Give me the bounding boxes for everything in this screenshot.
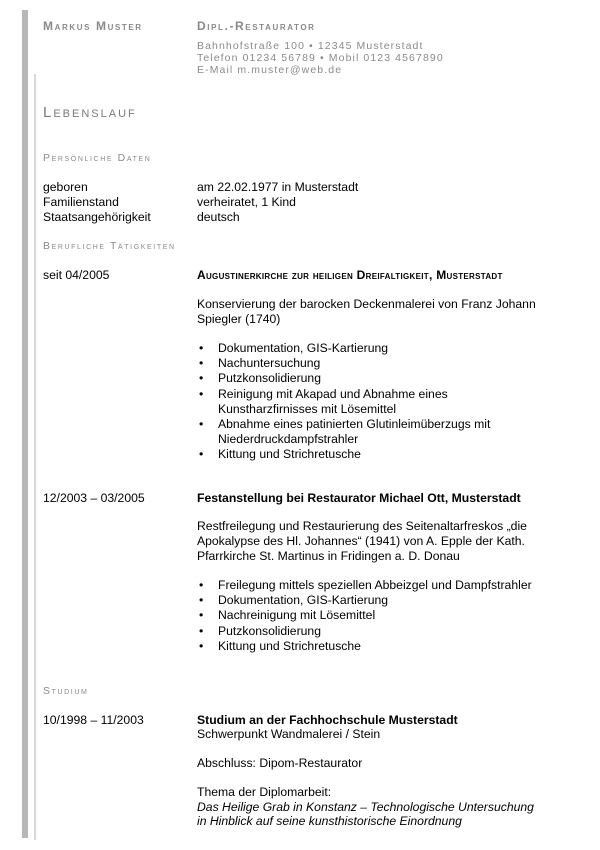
personal-label: Familienstand bbox=[43, 195, 119, 209]
personal-label: geboren bbox=[43, 180, 88, 194]
study-school: Studium an der Fachhochschule Musterstadt bbox=[197, 713, 458, 727]
work-employer: Augustinerkirche zur heiligen Dreifaltigkeit, Musterstadt bbox=[197, 268, 503, 282]
page-title: Lebenslauf bbox=[43, 104, 137, 121]
list-item: • Reinigung mit Akapad und Abnahme eines Kunstharzfirnisses mit Lösemittel bbox=[197, 387, 453, 417]
study-focus: Schwerpunkt Wandmalerei / Stein bbox=[197, 727, 381, 741]
list-item: • Putzkonsolidierung bbox=[197, 371, 567, 386]
work-task-list bbox=[197, 578, 567, 654]
section-title-study: Studium bbox=[43, 685, 89, 697]
phone-line: Telefon 01234 56789 • Mobil 0123 4567890 bbox=[197, 52, 444, 64]
list-item: • Nachreinigung mit Lösemittel bbox=[197, 608, 567, 623]
thesis-title-line: Das Heilige Grab in Konstanz – Technologische Untersuchung bbox=[197, 800, 534, 814]
author-name: Markus Muster bbox=[43, 19, 143, 33]
list-item: • Nachuntersuchung bbox=[197, 356, 567, 371]
email-line: E-Mail m.muster@web.de bbox=[197, 64, 343, 76]
list-item: • Kittung und Strichretusche bbox=[197, 447, 567, 462]
work-description-line: Konservierung der barocken Deckenmalerei von Franz Johann bbox=[197, 297, 536, 311]
work-description-line: Spiegler (1740) bbox=[197, 312, 281, 326]
list-item: • Putzkonsolidierung bbox=[197, 624, 567, 639]
list-item: • Freilegung mittels speziellen Abbeizgel und Dampfstrahler bbox=[197, 578, 567, 593]
thesis-title-line: in Hinblick auf seine kunsthistorische Einordnung bbox=[197, 814, 462, 828]
list-item: • Dokumentation, GIS-Kartierung bbox=[197, 593, 567, 608]
study-degree: Abschluss: Dipom-Restaurator bbox=[197, 756, 363, 770]
left-accent-bar bbox=[22, 10, 28, 838]
thesis-label: Thema der Diplomarbeit: bbox=[197, 785, 332, 799]
work-task-list bbox=[197, 341, 567, 463]
address-line: Bahnhofstraße 100 • 12345 Musterstadt bbox=[197, 40, 424, 52]
list-item: • Abnahme eines patinierten Glutinleimüberzugs mit Niederdruckdampfstrahler bbox=[197, 417, 513, 447]
work-description-line: Restfreilegung und Restaurierung des Seitenaltarfreskos „die bbox=[197, 519, 527, 533]
personal-label: Staatsangehörigkeit bbox=[43, 210, 151, 224]
study-date: 10/1998 – 11/2003 bbox=[43, 713, 144, 727]
work-date: 12/2003 – 03/2005 bbox=[43, 491, 145, 505]
work-date: seit 04/2005 bbox=[43, 268, 110, 282]
section-title-personal: Persönliche Daten bbox=[43, 152, 152, 164]
work-description-line: Apokalypse des Hl. Johannes“ (1941) von A. Epple der Kath. bbox=[197, 534, 525, 548]
personal-value: am 22.02.1977 in Musterstadt bbox=[197, 180, 359, 194]
author-title: Dipl.-Restaurator bbox=[197, 19, 316, 33]
list-item: • Kittung und Strichretusche bbox=[197, 639, 567, 654]
personal-value: verheiratet, 1 Kind bbox=[197, 195, 296, 209]
list-item: • Dokumentation, GIS-Kartierung bbox=[197, 341, 567, 356]
section-title-work: Berufliche Tätigkeiten bbox=[43, 240, 176, 252]
left-accent-line bbox=[34, 74, 36, 840]
work-employer: Festanstellung bei Restaurator Michael Ott, Musterstadt bbox=[197, 491, 521, 505]
personal-value: deutsch bbox=[197, 210, 240, 224]
work-description-line: Pfarrkirche St. Martinus in Fridingen a. D. Donau bbox=[197, 549, 460, 563]
